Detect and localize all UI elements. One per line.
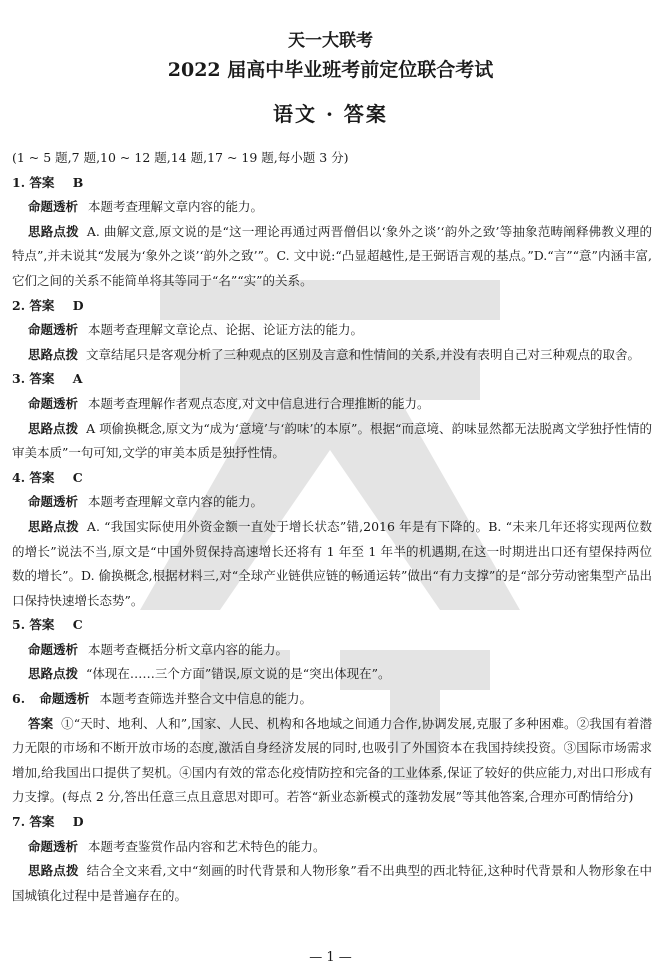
hint-text: A 项偷换概念,原文为“成为‘意境’与‘韵味’的本原”。根据“而意境、韵味显然都无法脱离文学独抒性情的审美本质”一句可知,文学的审美本质是独抒性情。 bbox=[12, 420, 652, 461]
hint-label: 思路点拨 bbox=[28, 863, 79, 879]
hint-text: A. 曲解文意,原文说的是“这一理论再通过两晋僧侣以‘象外之谈’‘韵外之致’等抽象范畴阐释佛教义理的特点”,并未说其“发展为‘象外之谈’‘韵外之致’”。C. 文中说:“凸显超越性,是王弼语言观的基点。”D.“言”“意”内涵丰富,它们之间的关系不能简单将其等同于“名”“实”的关系。 bbox=[12, 223, 652, 288]
exam-title: 2022 届高中毕业班考前定位联合考试 bbox=[167, 59, 494, 81]
answer-label: 答案 bbox=[29, 297, 55, 313]
question-5-intent bbox=[12, 638, 652, 663]
question-6-answer bbox=[12, 712, 652, 810]
question-3-hint bbox=[12, 417, 652, 466]
question-4-answer bbox=[12, 466, 652, 491]
answer-label: 答案 bbox=[29, 814, 55, 830]
intent-text: 本题考查理解文章内容的能力。 bbox=[88, 199, 264, 215]
question-number: 2. bbox=[12, 297, 26, 313]
hint-text: “体现在……三个方面”错误,原文说的是“突出体现在”。 bbox=[86, 666, 391, 682]
question-6-intent bbox=[12, 687, 652, 712]
intent-text: 本题考查理解文章论点、论据、论证方法的能力。 bbox=[88, 322, 364, 338]
subject-title: 语文 · 答案 bbox=[273, 102, 388, 126]
answer-key-body bbox=[12, 146, 652, 908]
answer-value: B bbox=[72, 174, 84, 190]
question-5-hint bbox=[12, 662, 652, 687]
intent-text: 本题考查鉴赏作品内容和艺术特色的能力。 bbox=[88, 838, 326, 854]
question-4-hint bbox=[12, 515, 652, 613]
question-number: 6. bbox=[12, 691, 26, 707]
intent-label: 命题透析 bbox=[28, 641, 79, 657]
question-7-intent bbox=[12, 835, 652, 860]
question-number: 7. bbox=[12, 814, 26, 830]
intent-label: 命题透析 bbox=[28, 494, 79, 510]
question-number: 5. bbox=[12, 617, 26, 633]
answer-label: 答案 bbox=[28, 715, 54, 731]
answer-label: 答案 bbox=[29, 371, 55, 387]
intent-label: 命题透析 bbox=[28, 199, 79, 215]
question-2-intent bbox=[12, 318, 652, 343]
question-5-answer bbox=[12, 613, 652, 638]
hint-label: 思路点拨 bbox=[28, 666, 79, 682]
intent-label: 命题透析 bbox=[39, 691, 90, 707]
intent-label: 命题透析 bbox=[28, 395, 79, 411]
question-1-hint bbox=[12, 220, 652, 294]
answer-value: D bbox=[72, 297, 84, 313]
intent-text: 本题考查理解文章内容的能力。 bbox=[88, 494, 264, 510]
hint-text: 结合全文来看,文中“刻画的时代背景和人物形象”看不出典型的西北特征,这种时代背景和人物形象在中国城镇化过程中是普遍存在的。 bbox=[12, 863, 652, 903]
question-3-intent bbox=[12, 392, 652, 417]
question-1-answer bbox=[12, 171, 652, 196]
intent-label: 命题透析 bbox=[28, 322, 79, 338]
question-number: 4. bbox=[12, 469, 26, 485]
question-7-hint bbox=[12, 859, 652, 908]
hint-label: 思路点拨 bbox=[28, 420, 79, 436]
answer-label: 答案 bbox=[29, 469, 55, 485]
question-4-intent bbox=[12, 490, 652, 515]
hint-label: 思路点拨 bbox=[28, 518, 79, 534]
organizer-title: 天一大联考 bbox=[288, 31, 373, 51]
intent-label: 命题透析 bbox=[28, 838, 79, 854]
answer-value: A bbox=[72, 371, 83, 387]
intent-text: 本题考查理解作者观点态度,对文中信息进行合理推断的能力。 bbox=[88, 395, 430, 411]
intent-text: 本题考查概括分析文章内容的能力。 bbox=[88, 641, 289, 657]
page-number: — 1 — bbox=[309, 950, 352, 965]
answer-label: 答案 bbox=[29, 174, 55, 190]
scoring-note: (1 ~ 5 题,7 题,10 ~ 12 题,14 题,17 ~ 19 题,每小题 3 分) bbox=[12, 150, 349, 165]
question-2-hint bbox=[12, 343, 652, 368]
intent-text: 本题考查筛选并整合文中信息的能力。 bbox=[99, 691, 312, 707]
question-2-answer bbox=[12, 294, 652, 319]
answer-value: C bbox=[72, 469, 83, 485]
answer-text: ①“天时、地利、人和”,国家、人民、机构和各地域之间通力合作,协调发展,克服了多种困难。②我国有着潜力无限的市场和不断开放市场的态度,激活自身经济发展的同时,也吸引了外国资本在我国持续投资。③国际市场需求增加,给我国出口提供了契机。④国内有效的常态化疫情防控和完备的工业体系,保证了较好的供应能力,对出口形成有力支撑。(每点 2 分,答出任意三点且意思对即可。若答“新业态新模式的蓬勃发展”等其他答案,合理亦可酌情给分) bbox=[12, 715, 652, 805]
question-7-answer bbox=[12, 810, 652, 835]
hint-text: A. “我国实际使用外资金额一直处于增长状态”错,2016 年是有下降的。B. “未来几年还将实现两位数的增长”说法不当,原文是“中国外贸保持高速增长还将有 1 年至 1 年半的机遇期,在这一时期进出口还有望保持两位数的增长”。D. 偷换概念,根据材料三,对“全球产业链供应链的畅通运转”做出“有力支撑”的是“部分劳动密集型产品出口保持快速增长态势”。 bbox=[12, 518, 652, 608]
hint-label: 思路点拨 bbox=[28, 346, 79, 362]
question-1-intent bbox=[12, 195, 652, 220]
answer-label: 答案 bbox=[29, 617, 55, 633]
question-number: 1. bbox=[12, 174, 26, 190]
question-number: 3. bbox=[12, 371, 26, 387]
question-3-answer bbox=[12, 367, 652, 392]
hint-text: 文章结尾只是客观分析了三种观点的区别及言意和性情间的关系,并没有表明自己对三种观点的取舍。 bbox=[86, 346, 640, 362]
answer-value: C bbox=[72, 617, 83, 633]
answer-value: D bbox=[72, 814, 84, 830]
hint-label: 思路点拨 bbox=[28, 223, 79, 239]
